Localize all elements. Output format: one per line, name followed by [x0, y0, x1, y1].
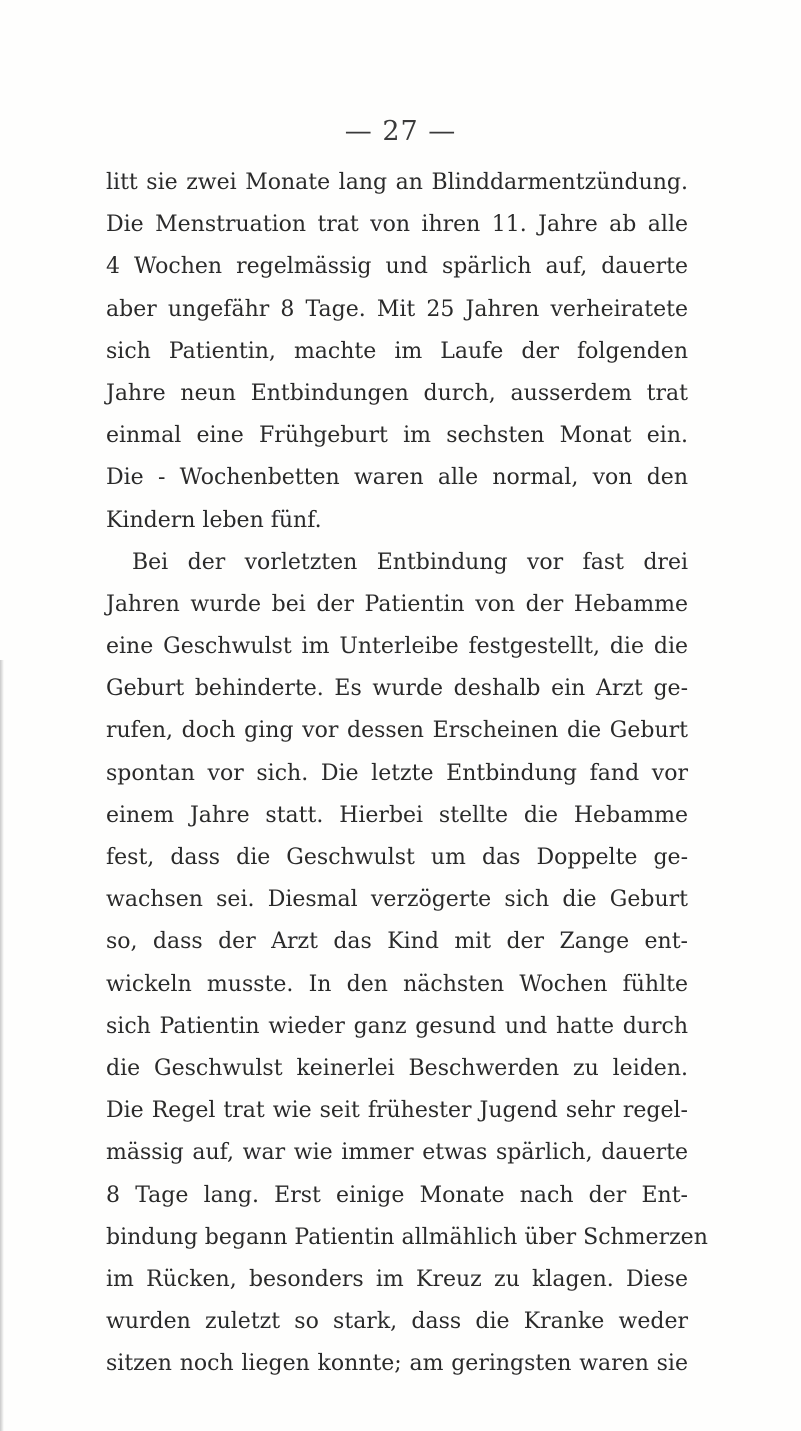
text-line: spontan vor sich. Die letzte Entbindung fand vor — [106, 760, 688, 786]
text-line: Jahre neun Entbindungen durch, ausserdem trat — [106, 380, 688, 406]
text-line: Geburt behinderte. Es wurde deshalb ein Arzt ge- — [106, 676, 688, 702]
text-line: 4 Wochen regelmässig und spärlich auf, dauerte — [106, 254, 688, 280]
text-line: so, dass der Arzt das Kind mit der Zange ent- — [106, 929, 688, 955]
text-line: einmal eine Frühgeburt im sechsten Monat ein. — [106, 423, 688, 449]
text-line: mässig auf, war wie immer etwas spärlich, dauerte — [106, 1140, 688, 1166]
text-line: aber ungefähr 8 Tage. Mit 25 Jahren verheiratete — [106, 296, 688, 322]
text-line: Die Regel trat wie seit frühester Jugend sehr regel- — [106, 1098, 688, 1124]
text-line: rufen, doch ging vor dessen Erscheinen die Geburt — [106, 718, 688, 744]
text-line: fest, dass die Geschwulst um das Doppelte ge- — [106, 845, 688, 870]
text-line: einem Jahre statt. Hierbei stellte die Hebamme — [106, 802, 688, 828]
page-number: — 27 — — [344, 116, 457, 147]
text-line: sitzen noch liegen konnte; am geringsten waren sie — [106, 1351, 688, 1377]
text-line: sich Patientin wieder ganz gesund und hatte durch — [106, 1013, 688, 1039]
text-line: Bei der vorletzten Entbindung vor fast drei — [132, 549, 688, 575]
text-line: Kindern leben fünf. — [106, 507, 322, 533]
text-line: wurden zuletzt so stark, dass die Kranke weder — [106, 1309, 688, 1335]
text-line: wachsen sei. Diesmal verzögerte sich die Geburt — [106, 887, 688, 913]
text-line: eine Geschwulst im Unterleibe festgestellt, die die — [106, 634, 688, 660]
text-line: wickeln musste. In den nächsten Wochen fühlte — [106, 971, 688, 997]
text-line: Jahren wurde bei der Patientin von der Hebamme — [106, 591, 688, 617]
body-text — [106, 162, 708, 1385]
page-edge-shadow — [0, 660, 4, 1431]
text-line: Die - Wochenbetten waren alle normal, von den — [106, 465, 688, 491]
text-line: Die Menstruation trat von ihren 11. Jahre ab alle — [106, 212, 688, 238]
text-line: sich Patientin, machte im Laufe der folgenden — [106, 338, 688, 364]
text-line: 8 Tage lang. Erst einige Monate nach der Ent- — [106, 1182, 688, 1208]
text-line: bindung begann Patientin allmählich über Schmerzen — [106, 1224, 708, 1250]
text-line: die Geschwulst keinerlei Beschwerden zu leiden. — [106, 1055, 688, 1081]
text-line: im Rücken, besonders im Kreuz zu klagen. Diese — [106, 1266, 688, 1292]
text-line: litt sie zwei Monate lang an Blinddarmentzündung. — [106, 170, 688, 195]
